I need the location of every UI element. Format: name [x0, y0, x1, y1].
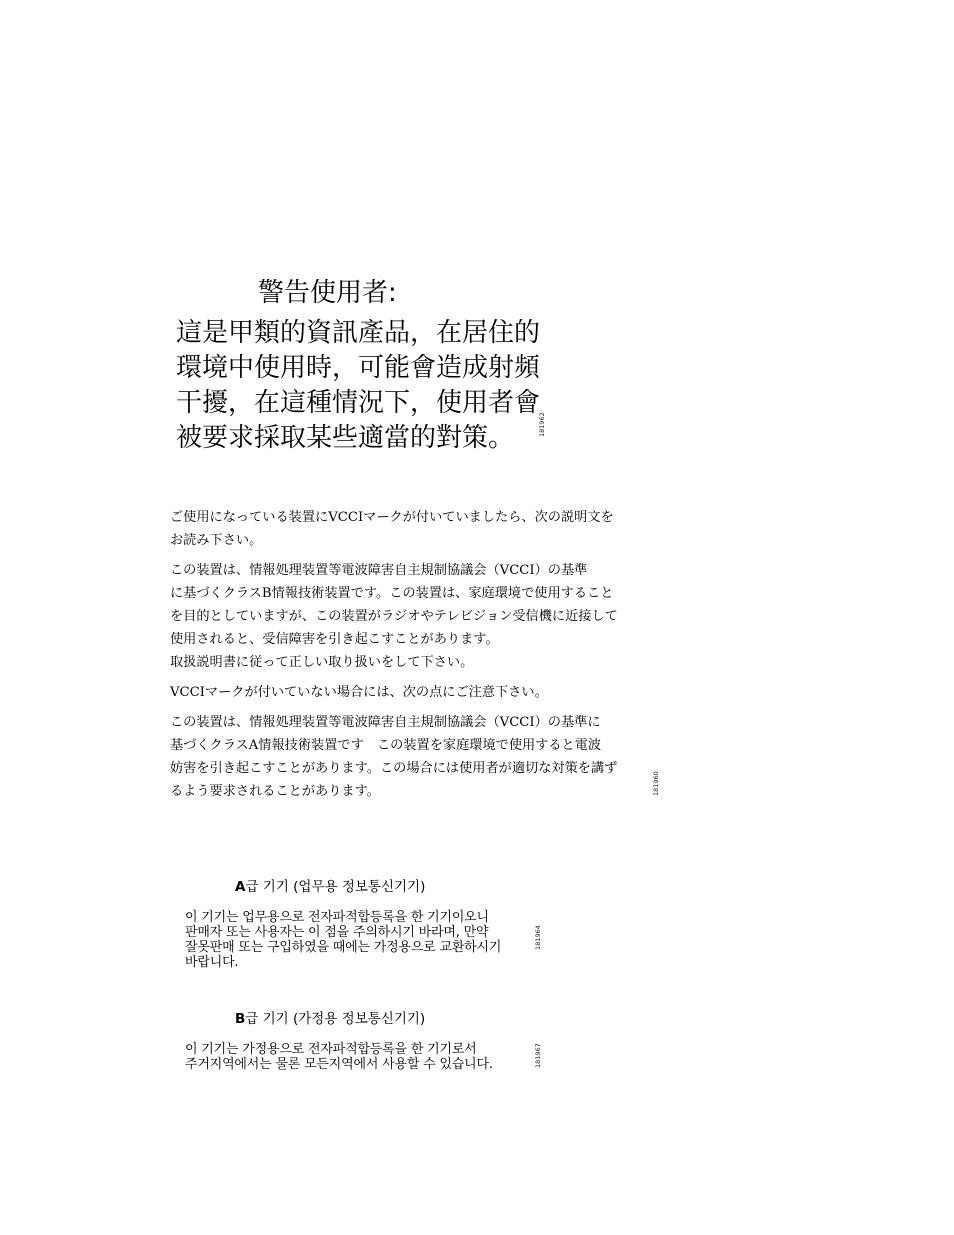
taiwan-warning-line: 被要求採取某些適當的對策。	[176, 423, 515, 453]
korea-class-b-title	[235, 1010, 493, 1028]
figure-code: 181964	[534, 925, 542, 950]
kr-a-line: 이 기기는 업무용으로 전자파적합등록을 한 기기이오니	[185, 910, 489, 925]
taiwan-warning-body	[176, 316, 540, 456]
korea-class-a-title	[235, 878, 501, 896]
jp-a-line: VCCIマークが付いていない場合には、次の点にご注意下さい。	[170, 685, 548, 700]
taiwan-warning-line: 干擾，在這種情況下，使用者會	[176, 388, 541, 418]
kr-b-line: 주거지역에서는 물론 모든지역에서 사용할 수 있습니다.	[185, 1057, 493, 1072]
kr-a-line: 바랍니다.	[185, 955, 239, 970]
jp-a-body	[170, 711, 617, 803]
korea-class-b-notice	[185, 1010, 493, 1072]
figure-code: 181962	[538, 412, 546, 437]
jp-b-line: を目的としていますが、この装置がラジオやテレビジョン受信機に近接して	[170, 609, 618, 624]
kr-a-line: 잘못판매 또는 구입하였을 때에는 가정용으로 교환하시기	[185, 940, 502, 955]
jp-b-line: この装置は、情報処理装置等電波障害自主規制協議会（VCCI）の基準	[170, 563, 588, 578]
class-letter: B	[235, 1011, 246, 1027]
jp-b-body	[170, 559, 618, 674]
class-letter: A	[235, 879, 246, 895]
jp-a-line: この装置は、情報処理装置等電波障害自主規制協議会（VCCI）の基準に	[170, 715, 601, 730]
taiwan-class-a-warning	[176, 276, 540, 456]
figure-code: 181960	[652, 771, 660, 796]
taiwan-warning-line: 環境中使用時，可能會造成射頻	[176, 353, 541, 383]
title-text: 급 기기 (업무용 정보통신기기)	[245, 879, 426, 895]
jp-b-line: ご使用になっている装置にVCCIマークが付いていましたら、次の説明文を	[170, 510, 614, 525]
taiwan-warning-line: 這是甲類的資訊產品，在居住的	[176, 318, 541, 348]
jp-a-intro	[170, 681, 617, 704]
jp-a-line: 基づくクラスA情報技術装置です この装置を家庭環境で使用すると電波	[170, 738, 602, 753]
korea-class-a-body	[185, 910, 501, 970]
japan-vcci-class-b-notice	[170, 506, 618, 681]
jp-b-intro	[170, 506, 618, 552]
japan-vcci-class-a-notice	[170, 681, 617, 810]
jp-b-line: 使用されると、受信障害を引き起こすことがあります。	[170, 632, 499, 647]
jp-a-line: 妨害を引き起こすことがあります。この場合には使用者が適切な対策を講ず	[170, 761, 618, 776]
korea-class-b-body	[185, 1042, 493, 1072]
jp-a-line: るよう要求されることがあります。	[170, 784, 380, 799]
taiwan-warning-title: 警告使用者:	[258, 278, 397, 308]
kr-b-line: 이 기기는 가정용으로 전자파적합등록을 한 기기로서	[185, 1042, 477, 1057]
jp-b-line: に基づくクラスB情報技術装置です。この装置は、家庭環境で使用すること	[170, 586, 614, 601]
jp-b-line: 取扱説明書に従って正しい取り扱いをして下さい。	[170, 655, 474, 670]
figure-code: 181967	[534, 1043, 542, 1068]
jp-b-line: お読み下さい。	[170, 533, 263, 548]
kr-a-line: 판매자 또는 사용자는 이 점을 주의하시기 바라며, 만약	[185, 925, 489, 940]
title-text: 급 기기 (가정용 정보통신기기)	[245, 1011, 426, 1027]
korea-class-a-notice	[185, 878, 501, 970]
